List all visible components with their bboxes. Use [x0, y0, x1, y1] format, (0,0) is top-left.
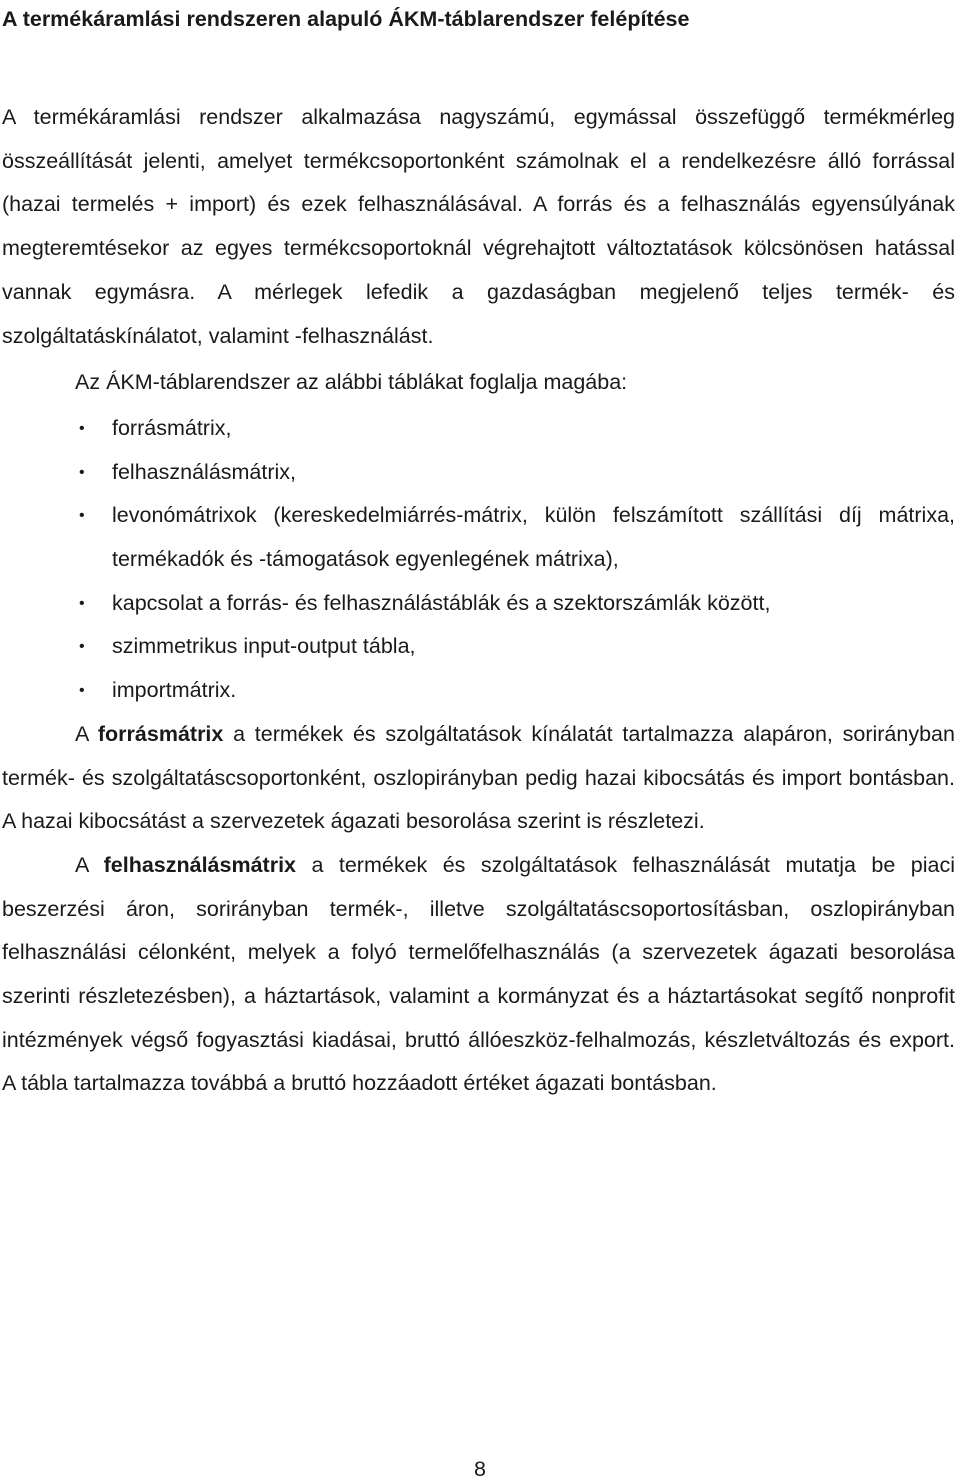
bullet-icon: •	[79, 419, 85, 437]
list-item-text: szimmetrikus input-output tábla,	[112, 634, 416, 659]
list-item	[79, 451, 955, 495]
intro-paragraph: A termékáramlási rendszer alkalmazása nagyszámú, egymással összefüggő termékmérleg összeállítását jelenti, amelyet termékcsoportonként számolnak el a rendelkezésre álló forrással (hazai termelés + import) és ezek felhasználásával. A forrás és a felhasználás egyensúlyának megteremtésekor az egyes termékcsoportoknál végrehajtott változtatások kölcsönösen hatással vannak egymásra. A mérlegek lefedik a gazdaságban megjelenő teljes termék- és szolgáltatáskínálatot, valamint -felhasználást.	[2, 105, 955, 348]
list-item-text: importmátrix.	[112, 678, 237, 703]
list-item-text: levonómátrixok (kereskedelmiárrés-mátrix, külön felszámított szállítási díj mátrixa, termékadók és -támogatások egyenlegének mátrixa),	[112, 503, 955, 572]
list-intro: Az ÁKM-táblarendszer az alábbi táblákat foglalja magába:	[75, 370, 628, 395]
bullet-icon: •	[79, 638, 85, 656]
bullet-icon: •	[79, 507, 85, 525]
paragraph-lead: A	[75, 721, 98, 746]
list-item-text: kapcsolat a forrás- és felhasználástáblák és a szektorszámlák között,	[112, 590, 771, 615]
page-number: 8	[474, 1457, 486, 1481]
term-use-matrix: felhasználásmátrix	[103, 852, 297, 877]
document-body	[2, 96, 955, 1106]
use-matrix-paragraph	[2, 844, 955, 1106]
list-item	[79, 407, 955, 451]
list-item	[79, 625, 955, 669]
list-item	[79, 669, 955, 713]
list-item	[79, 582, 955, 626]
paragraph-lead: A	[75, 852, 104, 877]
bullet-icon: •	[79, 594, 85, 612]
bullet-icon: •	[79, 463, 85, 481]
page-title: A termékáramlási rendszeren alapuló ÁKM-táblarendszer felépítése	[2, 7, 690, 31]
paragraph-text: a termékek és szolgáltatások felhasználását mutatja be piaci beszerzési áron, sorirányban termék-, illetve szolgáltatáscsoportosításban, oszlopirányban felhasználási célonként, melyek a folyó termelőfelhasználás (a szervezetek ágazati besorolása szerinti részletezésben), a háztartások, valamint a kormányzat és a háztartásokat segítő nonprofit intézmények végső fogyasztási kiadásai, bruttó állóeszköz-felhalmozás, készletváltozás és export. A tábla tartalmazza továbbá a bruttó hozzáadott értéket ágazati bontásban.	[2, 852, 955, 1096]
source-matrix-paragraph	[2, 713, 955, 844]
term-source-matrix: forrásmátrix	[97, 721, 224, 746]
list-item-text: felhasználásmátrix,	[112, 459, 297, 484]
list-item	[79, 494, 955, 581]
list-item-text: forrásmátrix,	[112, 415, 232, 440]
paragraph-text: a termékek és szolgáltatások kínálatát tartalmazza alapáron, sorirányban termék- és szolgáltatáscsoportonként, oszlopirányban pedig hazai kibocsátás és import bontásban. A hazai kibocsátást a szervezetek ágazati besorolása szerint is részletezi.	[2, 721, 955, 834]
bullet-icon: •	[79, 682, 85, 700]
table-list	[2, 407, 955, 713]
